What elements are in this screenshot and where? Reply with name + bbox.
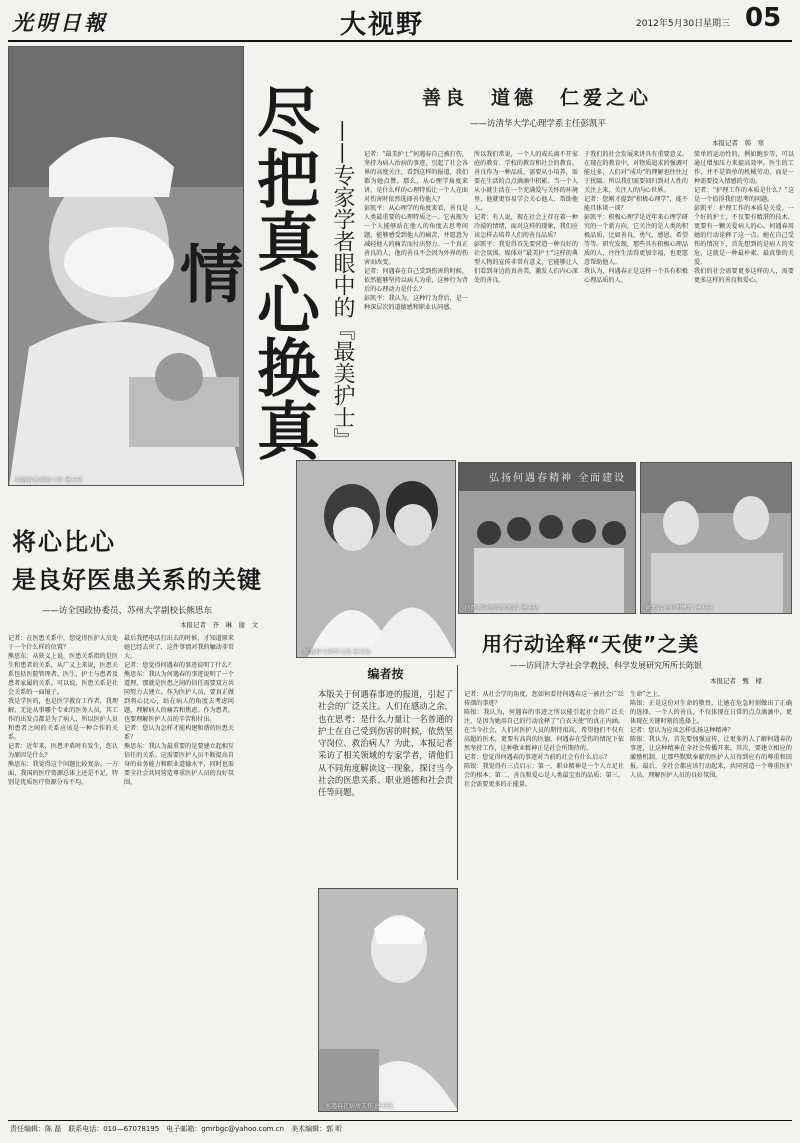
nurse-bottom-photo [318,888,458,1112]
interview3-col2: 生命”之上。 陈银：正是这份对生命的敬畏，让她在危急时刻做出了正确的选择。一个人的善良，不仅体现在日常的点点滴滴中，更体现在关键时刻的选择上。 记者：您认为应该怎样弘扬这种精神？ 陈银：我认为，首先要加强宣传，让更多的人了解何遇春的事迹，让这种精神在全社会传播开来。其次，要建立相应的激励机制，让那些默默奉献的医护人员得到应有的尊重和回报。最后，全社会都应该行动起来，共同营造一个尊重医护人员、理解医护人员的良好氛围。 [630,691,792,779]
interview2-col1: 记者：在医患关系中，您觉得医护人员处于一个什么样的位置？ 熊思东：从狭义上说，医患关系指的是医生和患者的关系，从广义上来说，医患关系包括医院管理者、医生、护士与患者及患者家属的关系。可以说，医患关系是社会关系的一面镜子。 我是学医的，也是医学教育工作者，我理解，无论从事哪个专业的医务人员，其工作的出发点都是为了病人，所以医护人员和患者之间的关系应该是一种合作的关系。 记者：近年来，医患矛盾时有发生，您认为原因是什么？ 熊思东：我觉得这个问题比较复杂。一方面，我国的医疗资源总体上还是不足，特别是优质医疗资源分布不均。 [8,635,118,786]
interview1-col2: 所以我们常说，一个人的成长离不开家庭的教育、学校的教育和社会的教育。善良作为一种品质，需要从小培养，需要在生活的点点滴滴中积累。当一个人从小就生活在一个充满爱与关怀的环境里，他就更容易学会关心他人、帮助他人。 记者：有人说，现在社会上存在着一种冷漠的情绪，面对这样的现象，我们应该怎样去培养人们的善良品质？ 彭凯平：我觉得首先要营造一种良好的社会氛围。媒体对“最美护士”这样的典型人物的宣传非常有意义，它能够让人们看到身边的真善美，激发人们内心深处的善良。 [474,151,578,284]
photo-caption: 医院领导慰问何遇春 唐天伍 [465,605,539,612]
issue-date: 2012年5月30日 [636,19,704,29]
interview1-byline: 本报记者 韩 寒 [712,139,764,147]
interview1-col3: 于我们的社会发展来讲具有重要意义。在现在的教育中，对物质追求的强调可能过多，人们对“成功”的理解也往往过于狭隘。所以我们需要回归到对人性的关注上来，关注人的内心世界。 记者：您刚才提到“积极心理学”，能不能具体谈一谈？ 彭凯平：积极心理学是近年来心理学研究的一个新方向，它关注的是人类的积极品质，比如善良、勇气、感恩、希望等等。研究发现，那些具有积极心理品质的人，往往生活得更加幸福，也更愿意帮助他人。 我认为，何遇春正是这样一个具有积极心理品质的人。 [584,151,688,284]
interview2-byline: 本报记者 齐 琳 谢 文 [180,621,258,629]
interview2-col2: 最后我把电话打出去的时候，才知道原来她已经去世了，这件事情对我的触动非常大。 记者：您觉得何遇春的事迹说明了什么？ 熊思东：我认为何遇春的事迹说明了一个道理，那就是医患之间的信任需要双方共同努力去建立。作为医护人员，要真正做到将心比心，站在病人的角度去考虑问题，理解病人的痛苦和焦虑。作为患者，也要理解医护人员的辛苦和付出。 记者：您认为怎样才能构建和谐的医患关系？ 熊思东：我认为最重要的是要建立起相互信任的关系。这需要医护人员不断提高自身的业务能力和职业道德水平，同时也需要全社会共同营造尊重医护人员的良好氛围。 [124,635,234,786]
photo-caption: 何遇春在病房工作 唐天伍 [325,1103,393,1110]
interview3-byline: 本报记者 甄 樑 [710,677,762,685]
interview2-title-line2: 是良好医患关系的关键 [12,566,262,594]
masthead-rule [8,40,792,42]
issue-weekday: 星期三 [703,19,731,29]
interview3-subtitle: ——访同济大学社会学教授、科学发展研究所所长陈银 [510,661,702,670]
interview1-col4: 简单的运动性的，例如跑步等，可以通过增加压力来提高效率，医生的工作，并不是简单的机械劳动，而是一种需要投入情感的劳动。 记者：“护理工作的本质是什么？”这是一个值得我们思考的问题。 彭凯平：护理工作的本质是关爱。一个好的护士，不仅要有精湛的技术，更要有一颗关爱病人的心。何遇春用她的行动诠释了这一点。她在自己受伤的情况下，首先想到的是病人的安危，这就是一种最朴素、最真挚的关爱。 我们的社会需要更多这样的人，需要更多这样的善良和爱心。 [694,151,794,284]
editor-note-title: 编者按 [367,667,404,681]
group-photo [458,462,636,614]
page-number: 05 [745,3,782,33]
main-headline-block [170,72,322,472]
photo-caption: 何遇春与同事交流 唐天伍 [303,649,371,656]
footer-rule [8,1120,792,1121]
main-headline-subtitle: ——专家学者眼中的『最美护士』 [330,120,355,450]
main-headline: 尽把真心换真情 [170,83,321,461]
interview1-title: 善良 道德 仁爱之心 [422,87,653,109]
editor-note-body: 本版关于何遇春事迹的报道，引起了社会的广泛关注。人们在感动之余，也在思考：是什么力量让一名普通的护士在自己受到伤害的时候，依然坚守岗位、救治病人？为此，本报记者采访了相关领域的专家学者，请他们从不同角度解读这一现象，探讨当今社会的医患关系、职业道德和社会责任等问题。 [318,689,453,798]
interview2-subtitle: ——访全国政协委员、苏州大学副校长熊思东 [42,606,213,616]
masthead [0,0,800,40]
interview1-subtitle: ——访清华大学心理学系主任彭凯平 [470,119,607,129]
photo-caption: 何遇春在病房工作 唐天伍 [15,477,83,484]
interview3-col1: 记者：从社会学的角度，您如何看待何遇春这一被社会广泛传颂的事迹？ 陈银：我认为，何遇春的事迹之所以能引起社会的广泛关注，是因为她用自己的行动诠释了“白衣天使”的真正内涵。在当今社会，人们对医护人员的期待很高，希望他们不仅有高超的医术，更要有高尚的医德。何遇春在受伤的情况下依然坚持工作，这种敬业精神正是社会所期待的。 记者：您觉得何遇春的事迹对当前的社会有什么启示？ 陈银：我觉得有三点启示：第一，职业精神是一个人立足社会的根本；第二，善良和爱心是人类最宝贵的品质；第三，社会需要更多的正能量。 [464,691,624,788]
photo-caption: 何遇春在护理患者 唐天伍 [645,605,713,612]
footer-credits: 责任编辑：陈 磊 联系电话：010—67078195 电子邮箱：gmrbgc@yahoo.com.cn 美术编辑：郭 昕 [10,1125,343,1133]
interview2-title-line1: 将心比心 [12,528,116,556]
section-title: 大视野 [340,10,425,40]
editor-note [318,665,458,880]
interview3-title: 用行动诠释“天使”之美 [482,632,700,656]
banner-text: 弘扬何遇春精神 全面建设 [489,473,627,484]
newspaper-logo: 光明日報 [12,10,108,35]
patient-care-photo [640,462,792,614]
nurses-photo [296,460,456,658]
interview1-col1: 记者：“最美护士”何遇春自己被打伤，坚持为病人治病的事迹，引起了社会各界的高度关注，看到这样的报道，我们都为她点赞。那么，从心理学角度来讲，是什么样的心理特质让一个人在面对伤害时依然选择善待他人？ 彭凯平：从心理学的角度来看，善良是人类最重要的心理特质之一。它表现为一个人能够站在他人的角度去思考问题，能够感受到他人的痛苦，并愿意为减轻他人的痛苦而付出努力。一个真正善良的人，他的善良不会因为外界的伤害而改变。 记者：何遇春在自己受到伤害的时候，依然能够坚持以病人为重，这种行为背后的心理动力是什么？ 彭凯平：我认为，这种行为背后，是一种深层次的道德感和职业认同感。 [364,151,468,311]
